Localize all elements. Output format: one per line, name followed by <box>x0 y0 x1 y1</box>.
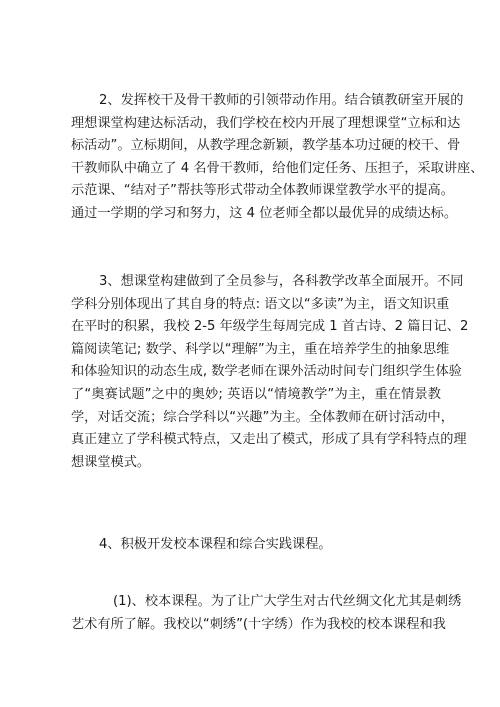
paragraph-2 <box>71 90 484 226</box>
paragraph-4 <box>71 534 441 557</box>
text-line: 通过一学期的学习和努力，这 4 位老师全都以最优异的成绩达标。 <box>71 205 458 221</box>
text-line: 篇阅读笔记; 数学、科学以“理解”为主，重在培养学生的抽象思维 <box>71 341 450 357</box>
text-line: 理想课堂构建达标活动，我们学校在校内开展了理想课堂“立标和达 <box>71 115 461 131</box>
text-line: (1)、校本课程。为了让广大学生对古代丝绸文化尤其是刺绣 <box>113 594 462 609</box>
paragraph-3 <box>71 271 469 474</box>
paragraph-4-1 <box>71 591 462 636</box>
text-line: 3、想课堂构建做到了全员参与，各科教学改革全面展开。不同 <box>99 274 464 289</box>
text-line: 真正建立了学科模式特点，又走出了模式，形成了具有学科特点的理 <box>71 432 467 448</box>
text-line: 想课堂模式。 <box>71 454 151 470</box>
text-line: 示范课、“结对子”帮扶等形式带动全体教师课堂教学水平的提高。 <box>71 183 454 199</box>
text-line: 在平时的积累，我校 2-5 年级学生每周完成 1 首古诗、2 篇日记、2 <box>71 319 469 335</box>
text-line: 4、积极开发校本课程和综合实践课程。 <box>99 537 332 552</box>
text-line: 和体验知识的动态生成, 数学老师在课外活动时间专门组织学生体验 <box>71 364 462 380</box>
text-line: 学科分别体现出了其自身的特点: 语文以“多读”为主，语文知识重 <box>71 296 450 312</box>
text-line: 了“奥赛试题”之中的奥妙; 英语以“情境教学”为主，重在情景教 <box>71 386 441 402</box>
text-line: 2、发挥校干及骨干教师的引领带动作用。结合镇教研室开展的 <box>99 93 464 108</box>
text-line: 艺术有所了解。我校以“刺绣”(十字绣）作为我校的校本课程和我 <box>71 616 446 632</box>
text-line: 学，对话交流；综合学科以“兴趣”为主。全体教师在研讨活动中， <box>71 409 454 425</box>
text-line: 干教师队中确立了 4 名骨干教师，给他们定任务、压担子，采取讲座、 <box>71 160 484 176</box>
text-line: 标活动”。立标期间，从教学理念新颖，教学基本功过硬的校干、骨 <box>71 138 461 154</box>
